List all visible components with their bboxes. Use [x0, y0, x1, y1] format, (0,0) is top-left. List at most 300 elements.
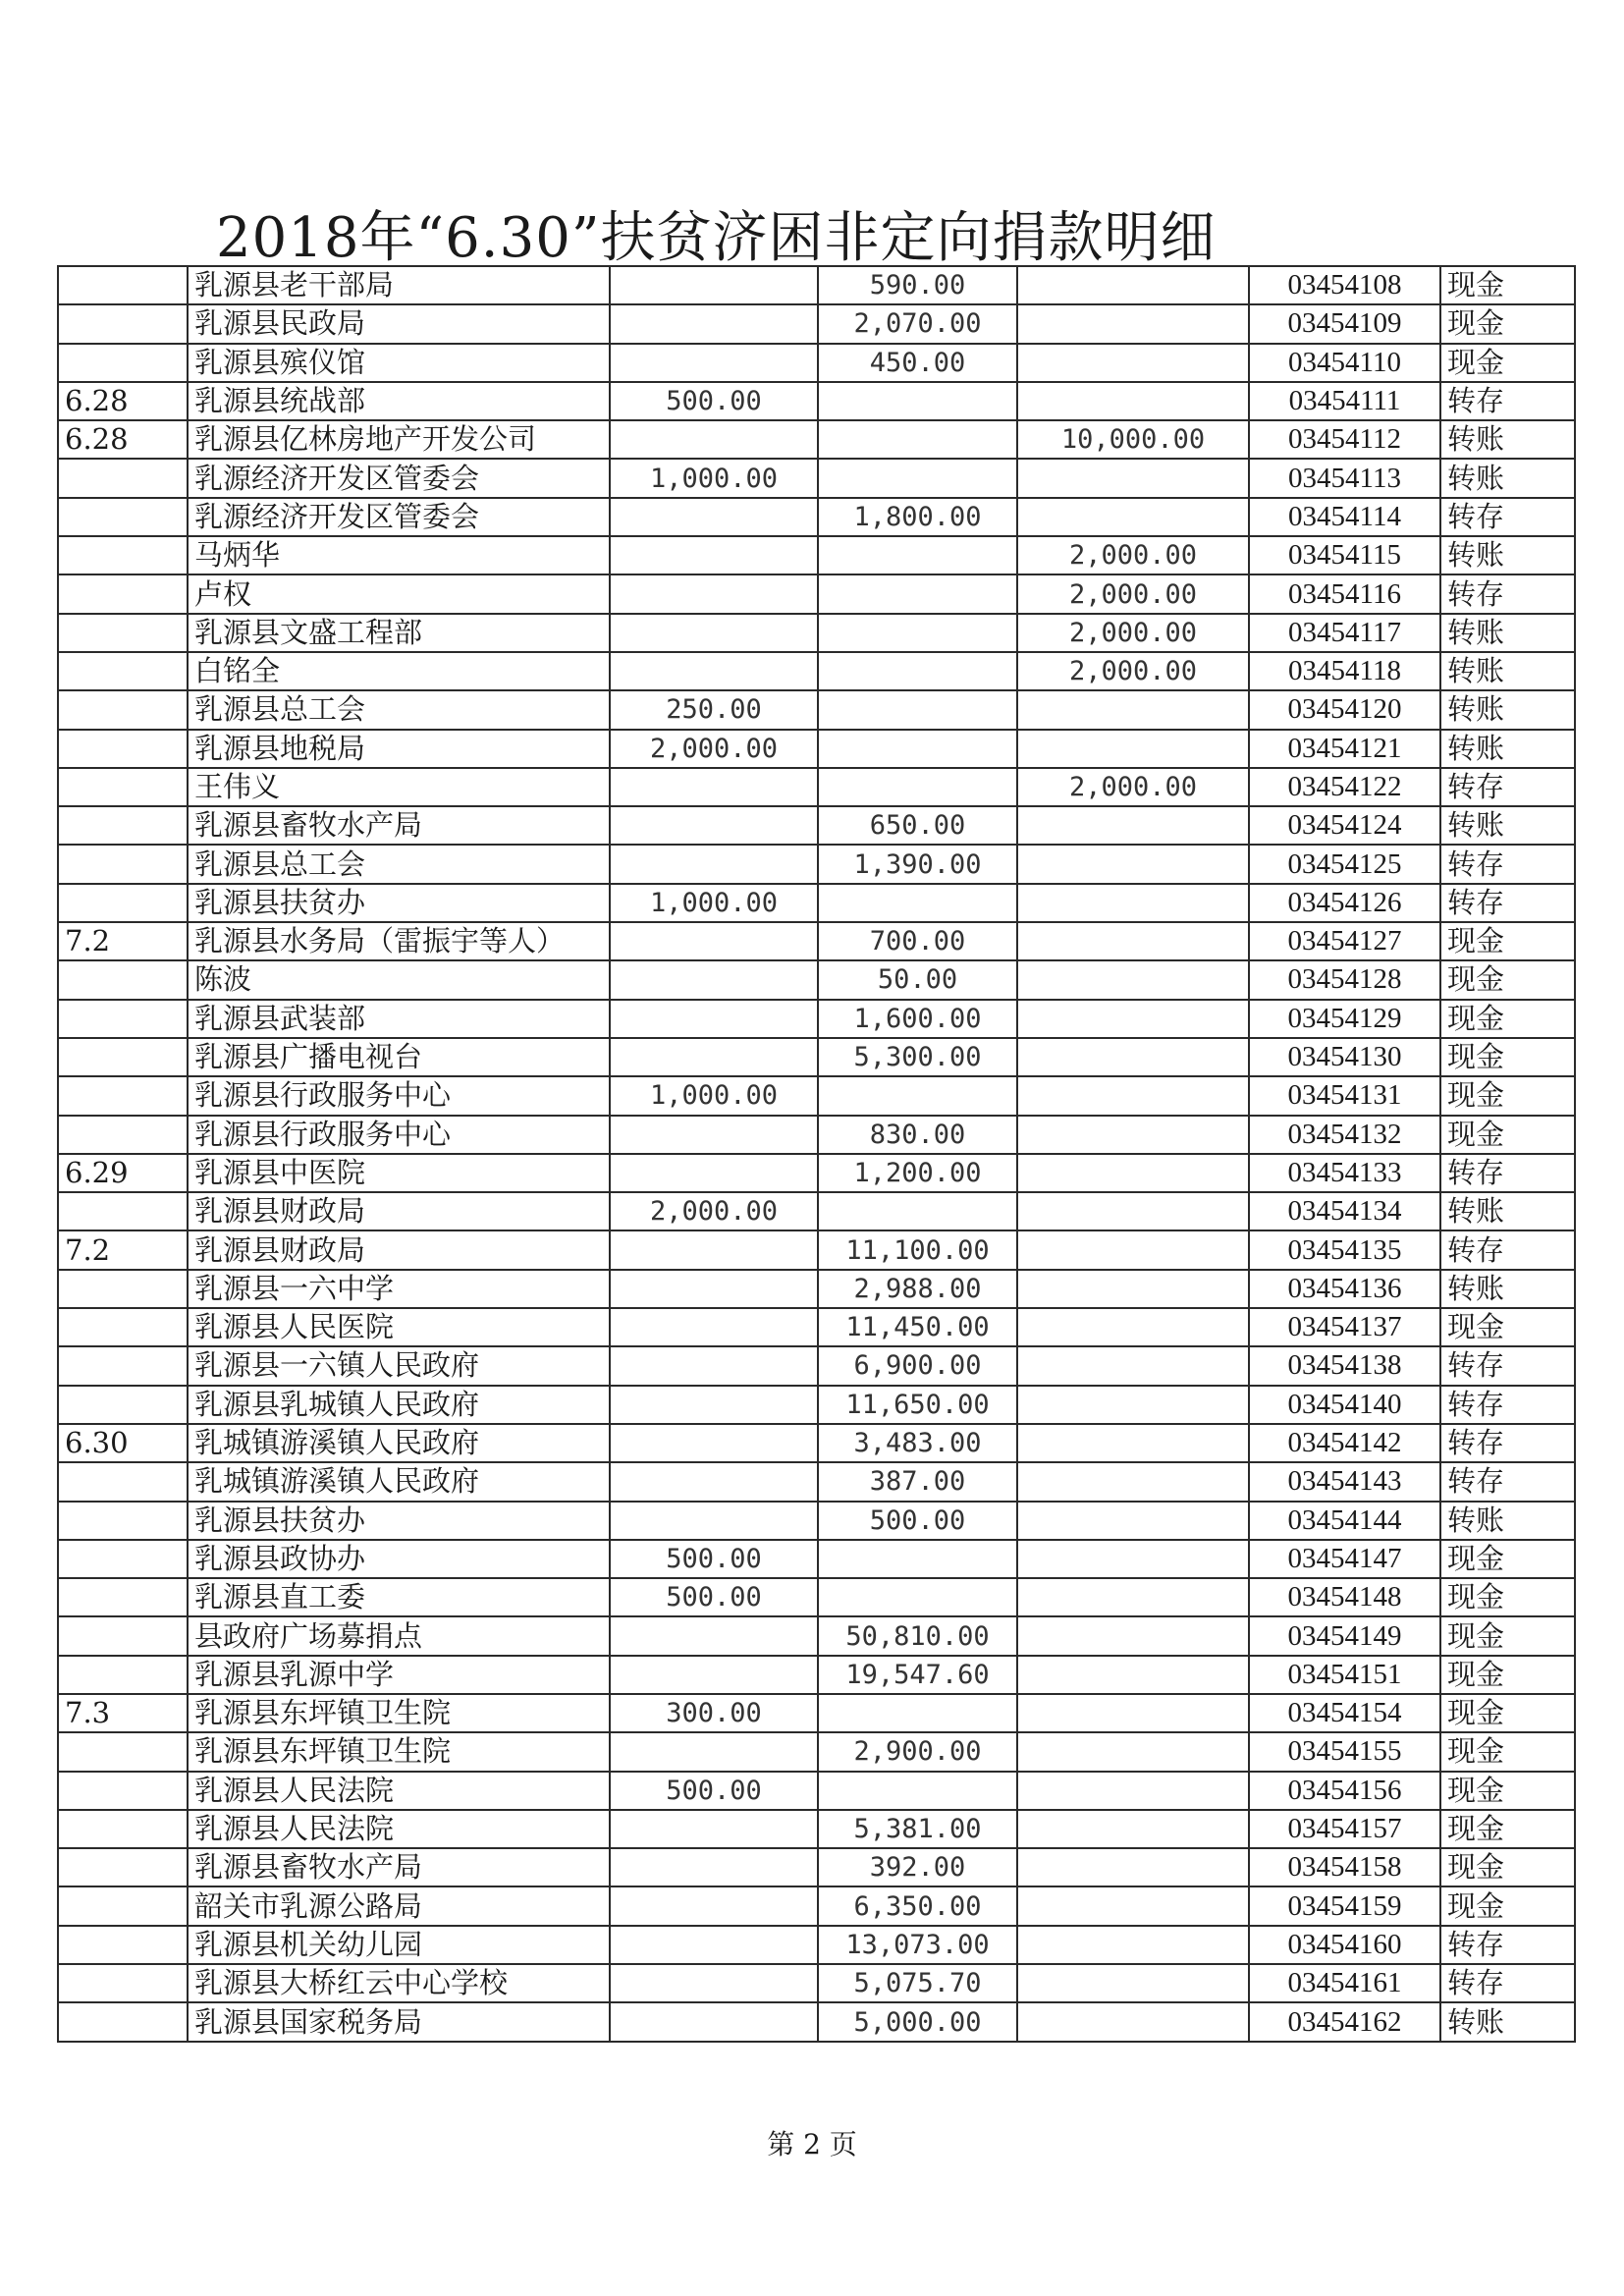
amount-col1-cell: 500.00 — [610, 1772, 818, 1810]
donor-name-cell: 乳源经济开发区管委会 — [188, 498, 610, 536]
donor-name-cell: 乳源县政协办 — [188, 1540, 610, 1578]
receipt-number-cell: 03454129 — [1249, 1000, 1440, 1038]
amount-col1-cell: 1,000.00 — [610, 1076, 818, 1115]
amount-col2-cell: 5,381.00 — [818, 1810, 1017, 1848]
receipt-number-cell: 03454151 — [1249, 1656, 1440, 1694]
table-row — [58, 1616, 1575, 1655]
date-cell — [58, 1076, 188, 1115]
amount-col2-cell: 2,070.00 — [818, 304, 1017, 343]
payment-type-cell: 转存 — [1440, 574, 1575, 613]
receipt-number-cell: 03454111 — [1249, 382, 1440, 420]
donor-name-cell: 乳源县国家税务局 — [188, 2002, 610, 2041]
receipt-number-cell: 03454118 — [1249, 652, 1440, 690]
amount-col1-cell — [610, 1926, 818, 1964]
date-cell — [58, 459, 188, 497]
amount-col1-cell — [610, 1000, 818, 1038]
donor-name-cell: 乳源县机关幼儿园 — [188, 1926, 610, 1964]
payment-type-cell: 转存 — [1440, 1424, 1575, 1462]
amount-col3-cell — [1017, 730, 1249, 768]
amount-col1-cell — [610, 574, 818, 613]
payment-type-cell: 现金 — [1440, 922, 1575, 960]
receipt-number-cell: 03454133 — [1249, 1154, 1440, 1192]
amount-col1-cell — [610, 1964, 818, 2002]
amount-col1-cell — [610, 614, 818, 652]
amount-col1-cell — [610, 960, 818, 999]
amount-col3-cell — [1017, 1270, 1249, 1308]
amount-col3-cell — [1017, 2002, 1249, 2041]
amount-col3-cell — [1017, 1578, 1249, 1616]
amount-col2-cell: 1,200.00 — [818, 1154, 1017, 1192]
table-row — [58, 1154, 1575, 1192]
payment-type-cell: 转存 — [1440, 1462, 1575, 1501]
date-cell — [58, 1346, 188, 1385]
amount-col1-cell — [610, 304, 818, 343]
receipt-number-cell: 03454147 — [1249, 1540, 1440, 1578]
receipt-number-cell: 03454142 — [1249, 1424, 1440, 1462]
table-row — [58, 768, 1575, 806]
amount-col3-cell — [1017, 1230, 1249, 1269]
amount-col2-cell: 5,000.00 — [818, 2002, 1017, 2041]
donor-name-cell: 乳源经济开发区管委会 — [188, 459, 610, 497]
amount-col2-cell — [818, 574, 1017, 613]
date-cell: 7.3 — [58, 1694, 188, 1732]
payment-type-cell: 转存 — [1440, 884, 1575, 922]
amount-col2-cell: 700.00 — [818, 922, 1017, 960]
amount-col3-cell — [1017, 1308, 1249, 1346]
donor-name-cell: 乳源县畜牧水产局 — [188, 806, 610, 845]
donor-name-cell: 乳源县水务局（雷振宇等人） — [188, 922, 610, 960]
date-cell — [58, 1270, 188, 1308]
donor-name-cell: 县政府广场募捐点 — [188, 1616, 610, 1655]
table-row — [58, 1502, 1575, 1540]
amount-col2-cell: 1,800.00 — [818, 498, 1017, 536]
amount-col1-cell: 300.00 — [610, 1694, 818, 1732]
amount-col3-cell — [1017, 1848, 1249, 1886]
table-row — [58, 652, 1575, 690]
amount-col2-cell: 392.00 — [818, 1848, 1017, 1886]
amount-col3-cell — [1017, 1886, 1249, 1925]
table-row — [58, 498, 1575, 536]
amount-col2-cell: 11,100.00 — [818, 1230, 1017, 1269]
payment-type-cell: 转存 — [1440, 1230, 1575, 1269]
donor-name-cell: 乳源县一六中学 — [188, 1270, 610, 1308]
donor-name-cell: 乳源县总工会 — [188, 845, 610, 883]
donor-name-cell: 乳源县总工会 — [188, 690, 610, 729]
amount-col1-cell — [610, 1386, 818, 1424]
table-row — [58, 1038, 1575, 1076]
amount-col2-cell: 650.00 — [818, 806, 1017, 845]
amount-col3-cell — [1017, 1154, 1249, 1192]
table-row — [58, 266, 1575, 304]
table-row — [58, 922, 1575, 960]
date-cell — [58, 1578, 188, 1616]
amount-col1-cell — [610, 1230, 818, 1269]
amount-col3-cell — [1017, 1462, 1249, 1501]
date-cell — [58, 266, 188, 304]
amount-col1-cell — [610, 266, 818, 304]
payment-type-cell: 现金 — [1440, 1540, 1575, 1578]
table-row — [58, 1346, 1575, 1385]
amount-col3-cell — [1017, 1424, 1249, 1462]
amount-col3-cell — [1017, 1076, 1249, 1115]
date-cell — [58, 960, 188, 999]
payment-type-cell: 现金 — [1440, 1886, 1575, 1925]
amount-col1-cell — [610, 1154, 818, 1192]
amount-col3-cell: 2,000.00 — [1017, 536, 1249, 574]
table-row — [58, 304, 1575, 343]
payment-type-cell: 现金 — [1440, 266, 1575, 304]
date-cell — [58, 1732, 188, 1771]
receipt-number-cell: 03454159 — [1249, 1886, 1440, 1925]
payment-type-cell: 转存 — [1440, 1964, 1575, 2002]
table-row — [58, 1772, 1575, 1810]
receipt-number-cell: 03454126 — [1249, 884, 1440, 922]
amount-col2-cell — [818, 1694, 1017, 1732]
donor-name-cell: 乳源县直工委 — [188, 1578, 610, 1616]
page-title: 2018年“6.30”扶贫济困非定向捐款明细 — [216, 206, 1217, 270]
amount-col3-cell — [1017, 960, 1249, 999]
payment-type-cell: 现金 — [1440, 1308, 1575, 1346]
receipt-number-cell: 03454113 — [1249, 459, 1440, 497]
amount-col1-cell: 250.00 — [610, 690, 818, 729]
table-row — [58, 536, 1575, 574]
receipt-number-cell: 03454110 — [1249, 344, 1440, 382]
table-row — [58, 884, 1575, 922]
amount-col1-cell — [610, 1502, 818, 1540]
payment-type-cell: 转账 — [1440, 806, 1575, 845]
table-row — [58, 614, 1575, 652]
amount-col3-cell — [1017, 304, 1249, 343]
table-row — [58, 344, 1575, 382]
date-cell — [58, 690, 188, 729]
amount-col2-cell: 5,075.70 — [818, 1964, 1017, 2002]
amount-col3-cell — [1017, 1116, 1249, 1154]
amount-col3-cell — [1017, 344, 1249, 382]
amount-col3-cell: 2,000.00 — [1017, 614, 1249, 652]
date-cell: 6.29 — [58, 1154, 188, 1192]
date-cell — [58, 574, 188, 613]
amount-col1-cell — [610, 2002, 818, 2041]
amount-col1-cell — [610, 1462, 818, 1501]
payment-type-cell: 转账 — [1440, 420, 1575, 459]
receipt-number-cell: 03454140 — [1249, 1386, 1440, 1424]
donor-name-cell: 乳源县文盛工程部 — [188, 614, 610, 652]
table-row — [58, 1424, 1575, 1462]
payment-type-cell: 现金 — [1440, 960, 1575, 999]
receipt-number-cell: 03454134 — [1249, 1192, 1440, 1230]
receipt-number-cell: 03454137 — [1249, 1308, 1440, 1346]
date-cell — [58, 1886, 188, 1925]
receipt-number-cell: 03454160 — [1249, 1926, 1440, 1964]
payment-type-cell: 转存 — [1440, 768, 1575, 806]
date-cell: 6.28 — [58, 382, 188, 420]
donor-name-cell: 乳源县人民法院 — [188, 1810, 610, 1848]
amount-col2-cell — [818, 459, 1017, 497]
amount-col2-cell — [818, 1076, 1017, 1115]
page-number: 第 2 页 — [767, 2128, 857, 2160]
amount-col2-cell: 13,073.00 — [818, 1926, 1017, 1964]
amount-col2-cell: 590.00 — [818, 266, 1017, 304]
receipt-number-cell: 03454128 — [1249, 960, 1440, 999]
amount-col1-cell — [610, 1848, 818, 1886]
amount-col2-cell: 1,600.00 — [818, 1000, 1017, 1038]
amount-col1-cell: 1,000.00 — [610, 459, 818, 497]
payment-type-cell: 转账 — [1440, 1192, 1575, 1230]
donor-name-cell: 乳源县乳源中学 — [188, 1656, 610, 1694]
payment-type-cell: 转账 — [1440, 614, 1575, 652]
receipt-number-cell: 03454114 — [1249, 498, 1440, 536]
amount-col1-cell — [610, 1346, 818, 1385]
amount-col3-cell — [1017, 884, 1249, 922]
payment-type-cell: 现金 — [1440, 1038, 1575, 1076]
receipt-number-cell: 03454131 — [1249, 1076, 1440, 1115]
amount-col1-cell — [610, 1810, 818, 1848]
amount-col1-cell — [610, 652, 818, 690]
amount-col2-cell — [818, 1540, 1017, 1578]
payment-type-cell: 现金 — [1440, 1000, 1575, 1038]
amount-col1-cell — [610, 420, 818, 459]
table-row — [58, 1192, 1575, 1230]
donor-name-cell: 乳源县扶贫办 — [188, 884, 610, 922]
donor-name-cell: 乳源县行政服务中心 — [188, 1116, 610, 1154]
receipt-number-cell: 03454158 — [1249, 1848, 1440, 1886]
payment-type-cell: 现金 — [1440, 304, 1575, 343]
date-cell — [58, 1964, 188, 2002]
table-row — [58, 960, 1575, 999]
amount-col3-cell — [1017, 1386, 1249, 1424]
date-cell — [58, 2002, 188, 2041]
donor-name-cell: 乳源县畜牧水产局 — [188, 1848, 610, 1886]
payment-type-cell: 现金 — [1440, 1616, 1575, 1655]
table-row — [58, 574, 1575, 613]
amount-col3-cell — [1017, 1502, 1249, 1540]
amount-col2-cell: 6,350.00 — [818, 1886, 1017, 1925]
amount-col1-cell — [610, 1270, 818, 1308]
date-cell: 6.30 — [58, 1424, 188, 1462]
payment-type-cell: 转存 — [1440, 845, 1575, 883]
date-cell — [58, 536, 188, 574]
receipt-number-cell: 03454116 — [1249, 574, 1440, 613]
amount-col2-cell — [818, 420, 1017, 459]
receipt-number-cell: 03454108 — [1249, 266, 1440, 304]
table-row — [58, 1694, 1575, 1732]
payment-type-cell: 现金 — [1440, 1732, 1575, 1771]
payment-type-cell: 现金 — [1440, 1116, 1575, 1154]
amount-col1-cell: 1,000.00 — [610, 884, 818, 922]
receipt-number-cell: 03454125 — [1249, 845, 1440, 883]
amount-col2-cell: 2,988.00 — [818, 1270, 1017, 1308]
date-cell — [58, 884, 188, 922]
date-cell — [58, 614, 188, 652]
date-cell — [58, 1000, 188, 1038]
amount-col1-cell — [610, 1656, 818, 1694]
table-row — [58, 1964, 1575, 2002]
amount-col2-cell: 11,450.00 — [818, 1308, 1017, 1346]
donation-table-body — [58, 266, 1575, 2042]
amount-col3-cell — [1017, 806, 1249, 845]
date-cell — [58, 1462, 188, 1501]
donor-name-cell: 乳源县东坪镇卫生院 — [188, 1694, 610, 1732]
amount-col3-cell — [1017, 1038, 1249, 1076]
amount-col3-cell — [1017, 690, 1249, 729]
date-cell — [58, 1810, 188, 1848]
table-row — [58, 1926, 1575, 1964]
date-cell — [58, 845, 188, 883]
amount-col2-cell — [818, 652, 1017, 690]
amount-col1-cell: 2,000.00 — [610, 1192, 818, 1230]
amount-col3-cell: 2,000.00 — [1017, 768, 1249, 806]
date-cell — [58, 768, 188, 806]
amount-col2-cell: 50.00 — [818, 960, 1017, 999]
receipt-number-cell: 03454161 — [1249, 1964, 1440, 2002]
donor-name-cell: 乳源县乳城镇人民政府 — [188, 1386, 610, 1424]
table-row — [58, 420, 1575, 459]
amount-col2-cell: 50,810.00 — [818, 1616, 1017, 1655]
table-row — [58, 2002, 1575, 2041]
amount-col2-cell — [818, 1192, 1017, 1230]
amount-col3-cell — [1017, 1694, 1249, 1732]
donor-name-cell: 乳源县地税局 — [188, 730, 610, 768]
amount-col2-cell: 6,900.00 — [818, 1346, 1017, 1385]
amount-col1-cell — [610, 536, 818, 574]
date-cell — [58, 1386, 188, 1424]
donor-name-cell: 乳城镇游溪镇人民政府 — [188, 1462, 610, 1501]
date-cell — [58, 730, 188, 768]
amount-col3-cell — [1017, 498, 1249, 536]
donor-name-cell: 乳源县财政局 — [188, 1230, 610, 1269]
payment-type-cell: 现金 — [1440, 1848, 1575, 1886]
donor-name-cell: 乳源县广播电视台 — [188, 1038, 610, 1076]
date-cell — [58, 1308, 188, 1346]
date-cell — [58, 1540, 188, 1578]
payment-type-cell: 转存 — [1440, 1346, 1575, 1385]
amount-col3-cell — [1017, 1616, 1249, 1655]
payment-type-cell: 转账 — [1440, 2002, 1575, 2041]
payment-type-cell: 现金 — [1440, 1076, 1575, 1115]
amount-col2-cell: 3,483.00 — [818, 1424, 1017, 1462]
receipt-number-cell: 03454136 — [1249, 1270, 1440, 1308]
amount-col1-cell — [610, 1308, 818, 1346]
amount-col1-cell — [610, 1732, 818, 1771]
table-row — [58, 1230, 1575, 1269]
amount-col2-cell — [818, 536, 1017, 574]
amount-col3-cell — [1017, 1772, 1249, 1810]
payment-type-cell: 现金 — [1440, 1772, 1575, 1810]
amount-col1-cell — [610, 1616, 818, 1655]
date-cell: 7.2 — [58, 1230, 188, 1269]
amount-col1-cell — [610, 1116, 818, 1154]
table-row — [58, 1848, 1575, 1886]
date-cell — [58, 1038, 188, 1076]
donor-name-cell: 乳源县扶贫办 — [188, 1502, 610, 1540]
table-row — [58, 1810, 1575, 1848]
table-row — [58, 1656, 1575, 1694]
date-cell — [58, 652, 188, 690]
receipt-number-cell: 03454132 — [1249, 1116, 1440, 1154]
table-row — [58, 382, 1575, 420]
table-row — [58, 1886, 1575, 1925]
payment-type-cell: 现金 — [1440, 1810, 1575, 1848]
amount-col3-cell: 10,000.00 — [1017, 420, 1249, 459]
date-cell — [58, 1772, 188, 1810]
date-cell — [58, 1926, 188, 1964]
donor-name-cell: 乳源县民政局 — [188, 304, 610, 343]
amount-col3-cell — [1017, 459, 1249, 497]
donor-name-cell: 乳源县一六镇人民政府 — [188, 1346, 610, 1385]
donor-name-cell: 乳源县殡仪馆 — [188, 344, 610, 382]
payment-type-cell: 现金 — [1440, 1578, 1575, 1616]
date-cell — [58, 1616, 188, 1655]
amount-col1-cell — [610, 768, 818, 806]
amount-col3-cell — [1017, 266, 1249, 304]
date-cell: 6.28 — [58, 420, 188, 459]
amount-col3-cell — [1017, 845, 1249, 883]
payment-type-cell: 现金 — [1440, 344, 1575, 382]
amount-col2-cell — [818, 768, 1017, 806]
date-cell — [58, 1848, 188, 1886]
amount-col2-cell: 1,390.00 — [818, 845, 1017, 883]
payment-type-cell: 现金 — [1440, 1694, 1575, 1732]
receipt-number-cell: 03454124 — [1249, 806, 1440, 845]
amount-col3-cell — [1017, 1540, 1249, 1578]
amount-col3-cell — [1017, 1964, 1249, 2002]
table-row — [58, 690, 1575, 729]
payment-type-cell: 转账 — [1440, 1502, 1575, 1540]
amount-col2-cell: 450.00 — [818, 344, 1017, 382]
amount-col2-cell — [818, 730, 1017, 768]
date-cell — [58, 344, 188, 382]
amount-col2-cell: 387.00 — [818, 1462, 1017, 1501]
amount-col1-cell — [610, 806, 818, 845]
donor-name-cell: 乳源县人民法院 — [188, 1772, 610, 1810]
payment-type-cell: 转账 — [1440, 536, 1575, 574]
table-row — [58, 1076, 1575, 1115]
table-row — [58, 1540, 1575, 1578]
receipt-number-cell: 03454117 — [1249, 614, 1440, 652]
amount-col2-cell: 19,547.60 — [818, 1656, 1017, 1694]
amount-col1-cell: 500.00 — [610, 1540, 818, 1578]
table-row — [58, 1578, 1575, 1616]
receipt-number-cell: 03454148 — [1249, 1578, 1440, 1616]
amount-col1-cell: 500.00 — [610, 1578, 818, 1616]
receipt-number-cell: 03454130 — [1249, 1038, 1440, 1076]
table-row — [58, 806, 1575, 845]
amount-col2-cell — [818, 1578, 1017, 1616]
amount-col1-cell — [610, 1038, 818, 1076]
amount-col3-cell — [1017, 1000, 1249, 1038]
receipt-number-cell: 03454144 — [1249, 1502, 1440, 1540]
payment-type-cell: 转存 — [1440, 1926, 1575, 1964]
amount-col3-cell: 2,000.00 — [1017, 652, 1249, 690]
amount-col3-cell — [1017, 1810, 1249, 1848]
donor-name-cell: 白铭全 — [188, 652, 610, 690]
amount-col1-cell: 500.00 — [610, 382, 818, 420]
amount-col1-cell: 2,000.00 — [610, 730, 818, 768]
payment-type-cell: 转账 — [1440, 652, 1575, 690]
donor-name-cell: 乳源县大桥红云中心学校 — [188, 1964, 610, 2002]
amount-col2-cell: 5,300.00 — [818, 1038, 1017, 1076]
amount-col3-cell — [1017, 382, 1249, 420]
donor-name-cell: 韶关市乳源公路局 — [188, 1886, 610, 1925]
donor-name-cell: 卢权 — [188, 574, 610, 613]
donor-name-cell: 马炳华 — [188, 536, 610, 574]
receipt-number-cell: 03454143 — [1249, 1462, 1440, 1501]
receipt-number-cell: 03454162 — [1249, 2002, 1440, 2041]
donor-name-cell: 乳源县人民医院 — [188, 1308, 610, 1346]
receipt-number-cell: 03454135 — [1249, 1230, 1440, 1269]
amount-col3-cell — [1017, 1346, 1249, 1385]
amount-col3-cell — [1017, 1192, 1249, 1230]
